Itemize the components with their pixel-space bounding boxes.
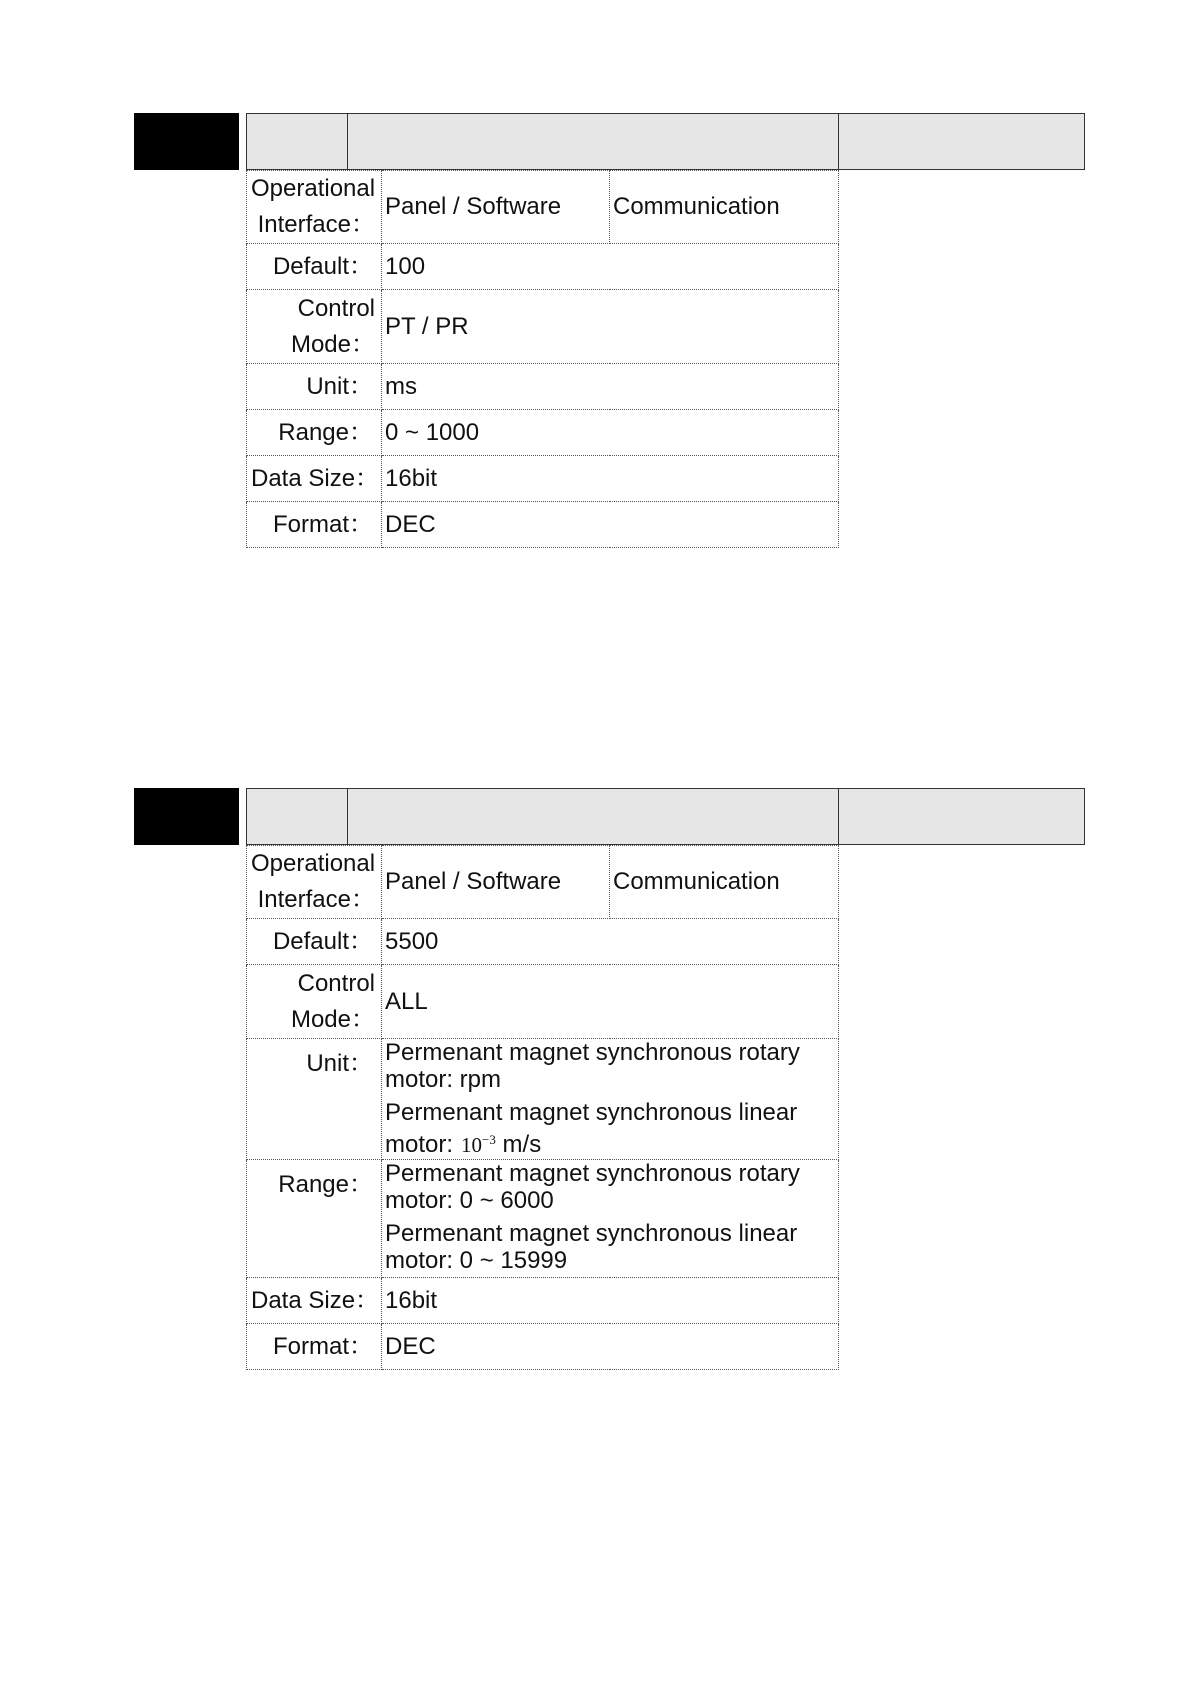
- unit-label: Unit：: [247, 1039, 382, 1160]
- format-value: DEC: [382, 1324, 839, 1370]
- format-label: Format：: [247, 1324, 382, 1370]
- table-row: [247, 846, 839, 919]
- unit-value: ms: [382, 364, 839, 410]
- parameter-code-cell: [247, 789, 348, 844]
- unit-label: Unit：: [247, 364, 382, 410]
- unit-linear-exponent: −3: [482, 1132, 496, 1147]
- table-row: [247, 244, 839, 290]
- range-linear-line-1: Permenant magnet synchronous linear: [385, 1220, 798, 1247]
- default-value: 100: [382, 244, 839, 290]
- data-size-label: Data Size：: [247, 1278, 382, 1324]
- table-row: [247, 502, 839, 548]
- label-line: Control: [297, 294, 375, 322]
- data-size-value: 16bit: [382, 456, 839, 502]
- label-line: Mode：: [290, 330, 375, 358]
- range-value: 0 ~ 1000: [382, 410, 839, 456]
- interface-panel-value: Panel / Software: [382, 846, 610, 919]
- unit-rotary-line-2: motor: rpm: [385, 1066, 502, 1093]
- range-linear-line-2: motor: 0 ~ 15999: [385, 1247, 568, 1274]
- parameter-header-bar: [246, 788, 1085, 845]
- control-mode-value: ALL: [382, 965, 839, 1039]
- interface-comm-value: Communication: [610, 846, 839, 919]
- parameter-group-tab: [134, 788, 239, 845]
- unit-linear-base: 10: [461, 1133, 483, 1157]
- unit-rotary-line-1: Permenant magnet synchronous rotary: [385, 1039, 800, 1066]
- interface-comm-value: Communication: [610, 171, 839, 244]
- table-row: [247, 290, 839, 364]
- range-rotary-line-1: Permenant magnet synchronous rotary: [385, 1160, 800, 1187]
- format-value: DEC: [382, 502, 839, 548]
- table-row: [247, 1160, 839, 1278]
- unit-linear-prefix: motor:: [385, 1131, 454, 1158]
- table-row: [247, 171, 839, 244]
- control-mode-label: [247, 290, 382, 364]
- table-row: [247, 1278, 839, 1324]
- data-size-label: Data Size：: [247, 456, 382, 502]
- table-row: [247, 919, 839, 965]
- label-line: Mode：: [290, 1005, 375, 1033]
- default-label: Default：: [247, 244, 382, 290]
- label-line: Operational: [251, 850, 376, 877]
- unit-linear-scale: [461, 1133, 496, 1157]
- parameter-code-cell: [247, 114, 348, 169]
- label-line: Interface：: [257, 886, 375, 913]
- table-row: [247, 1039, 839, 1160]
- interface-panel-value: Panel / Software: [382, 171, 610, 244]
- unit-linear-line-1: Permenant magnet synchronous linear: [385, 1099, 798, 1126]
- parameter-name-cell: [348, 114, 839, 169]
- unit-linear-line-2: [385, 1126, 834, 1159]
- default-label: Default：: [247, 919, 382, 965]
- unit-value: [382, 1039, 839, 1160]
- control-mode-label: [247, 965, 382, 1039]
- table-row: [247, 410, 839, 456]
- table-row: [247, 1324, 839, 1370]
- default-value: 5500: [382, 919, 839, 965]
- parameter-group-tab: [134, 113, 239, 170]
- parameter-address-cell: [839, 789, 1084, 844]
- control-mode-value: PT / PR: [382, 290, 839, 364]
- label-line: Control: [297, 969, 375, 997]
- format-label: Format：: [247, 502, 382, 548]
- range-label: Range：: [247, 410, 382, 456]
- table-row: [247, 364, 839, 410]
- operational-interface-label: [247, 171, 382, 244]
- data-size-value: 16bit: [382, 1278, 839, 1324]
- table-row: [247, 965, 839, 1039]
- table-row: [247, 456, 839, 502]
- parameter-address-cell: [839, 114, 1084, 169]
- label-line: Interface：: [257, 211, 375, 238]
- operational-interface-label: [247, 846, 382, 919]
- range-label: Range：: [247, 1160, 382, 1278]
- parameter-name-cell: [348, 789, 839, 844]
- range-value: [382, 1160, 839, 1278]
- range-rotary-line-2: motor: 0 ~ 6000: [385, 1187, 554, 1214]
- unit-linear-suffix: m/s: [502, 1131, 542, 1158]
- parameter-table: [246, 845, 839, 1370]
- parameter-header-bar: [246, 113, 1085, 170]
- label-line: Operational: [251, 175, 376, 202]
- parameter-table: [246, 170, 839, 548]
